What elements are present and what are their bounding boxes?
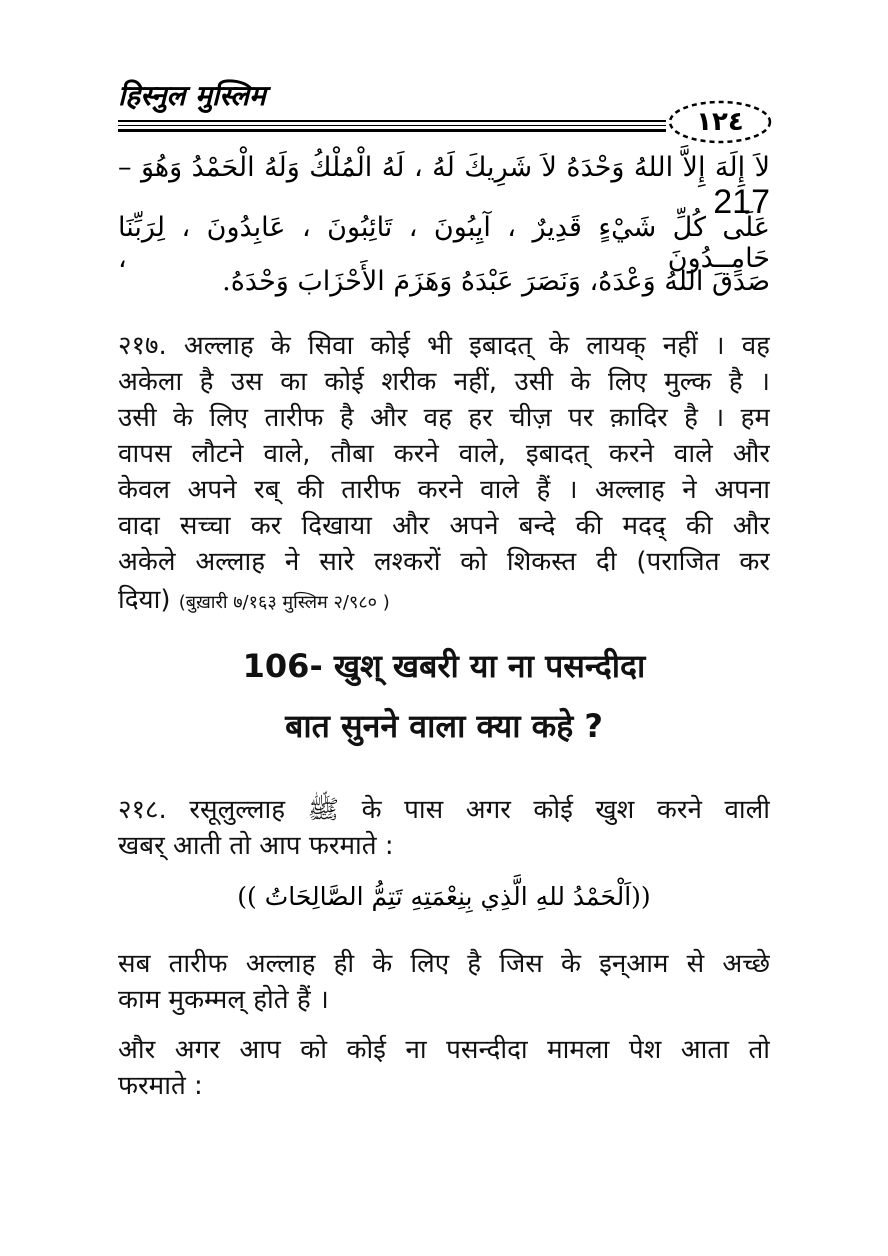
arabic-text-line: عَلَى كُلِّ شَيْءٍ قَدِيرٌ ، آيِبُونَ ، تَائِبُونَ ، عَابِدُونَ ، لِرَبِّنَا حَامِــدُونَ ، xyxy=(118,212,770,274)
translation-line: २१८. रसूलुल्लाह ﷺ के पास अगर कोई खुश करने वाली xyxy=(118,795,770,825)
header-rule xyxy=(118,120,666,122)
chapter-heading: 106- खुश् खबरी या ना पसन्दीदा xyxy=(242,647,646,685)
translation-line: उसी के लिए तारीफ है और वह हर चीज़ पर क़ादिर है । हम xyxy=(118,403,770,433)
translation-line: अकेले अल्लाह ने सारे लश्करों को शिकस्त दी (पराजित कर xyxy=(118,547,770,577)
arabic-text-line: لاَ إِلَهَ إِلاَّ اللهُ وَحْدَهُ لاَ شَرِيكَ لَهُ ، لَهُ الْمُلْكُ وَلَهُ الْحَمْدُ وَهُوَ – 217 xyxy=(118,152,770,221)
arabic-text-line: صَدَقَ اللهُ وَعْدَهُ، وَنَصَرَ عَبْدَهُ وَهَزَمَ الأَحْزَابَ وَحْدَهُ. xyxy=(222,266,770,297)
page-number-badge xyxy=(666,98,774,146)
header-rule xyxy=(118,125,666,126)
header-rule xyxy=(118,129,666,132)
translation-line: २१७. अल्लाह के सिवा कोई भी इबादत् के लायक् नहीं । वह xyxy=(118,331,770,361)
translation-line: काम मुकम्मल् होते हैं । xyxy=(118,985,329,1015)
translation-line: अकेला है उस का कोई शरीक नहीं, उसी के लिए मुल्क है । xyxy=(118,367,770,397)
hadith-reference: (बुख़ारी ७/१६३ मुस्लिम २/९८० ) xyxy=(178,592,390,613)
hadith-number: 217 xyxy=(713,183,770,221)
page-header xyxy=(118,76,778,146)
chapter-heading: बात सुनने वाला क्या कहे ? xyxy=(285,707,603,745)
dua-arabic: ((اَلْحَمْدُ للهِ الَّذِي بِنِعْمَتِهِ تَتِمُّ الصَّالِحَاتُ )) xyxy=(237,882,651,911)
translation-line: सब तारीफ अल्लाह ही के लिए है जिस के इन्आम से अच्छे xyxy=(118,949,770,979)
page-number: ١٢٤ xyxy=(696,107,744,137)
book-title: हिस्नुल मुस्लिम xyxy=(118,79,266,112)
translation-line: केवल अपने रब् की तारीफ करने वाले हैं । अल्लाह ने अपना xyxy=(118,475,770,505)
translation-line: वादा सच्चा कर दिखाया और अपने बन्दे की मदद् की और xyxy=(118,511,770,541)
translation-line: खबर् आती तो आप फरमाते : xyxy=(118,831,394,861)
translation-line: फरमाते : xyxy=(118,1071,203,1101)
translation-line: और अगर आप को कोई ना पसन्दीदा मामला पेश आता तो xyxy=(118,1035,770,1065)
translation-line: दिया) (बुख़ारी ७/१६३ मुस्लिम २/९८० ) xyxy=(118,585,390,615)
translation-line: वापस लौटने वाले, तौबा करने वाले, इबादत् करने वाले और xyxy=(118,439,770,469)
